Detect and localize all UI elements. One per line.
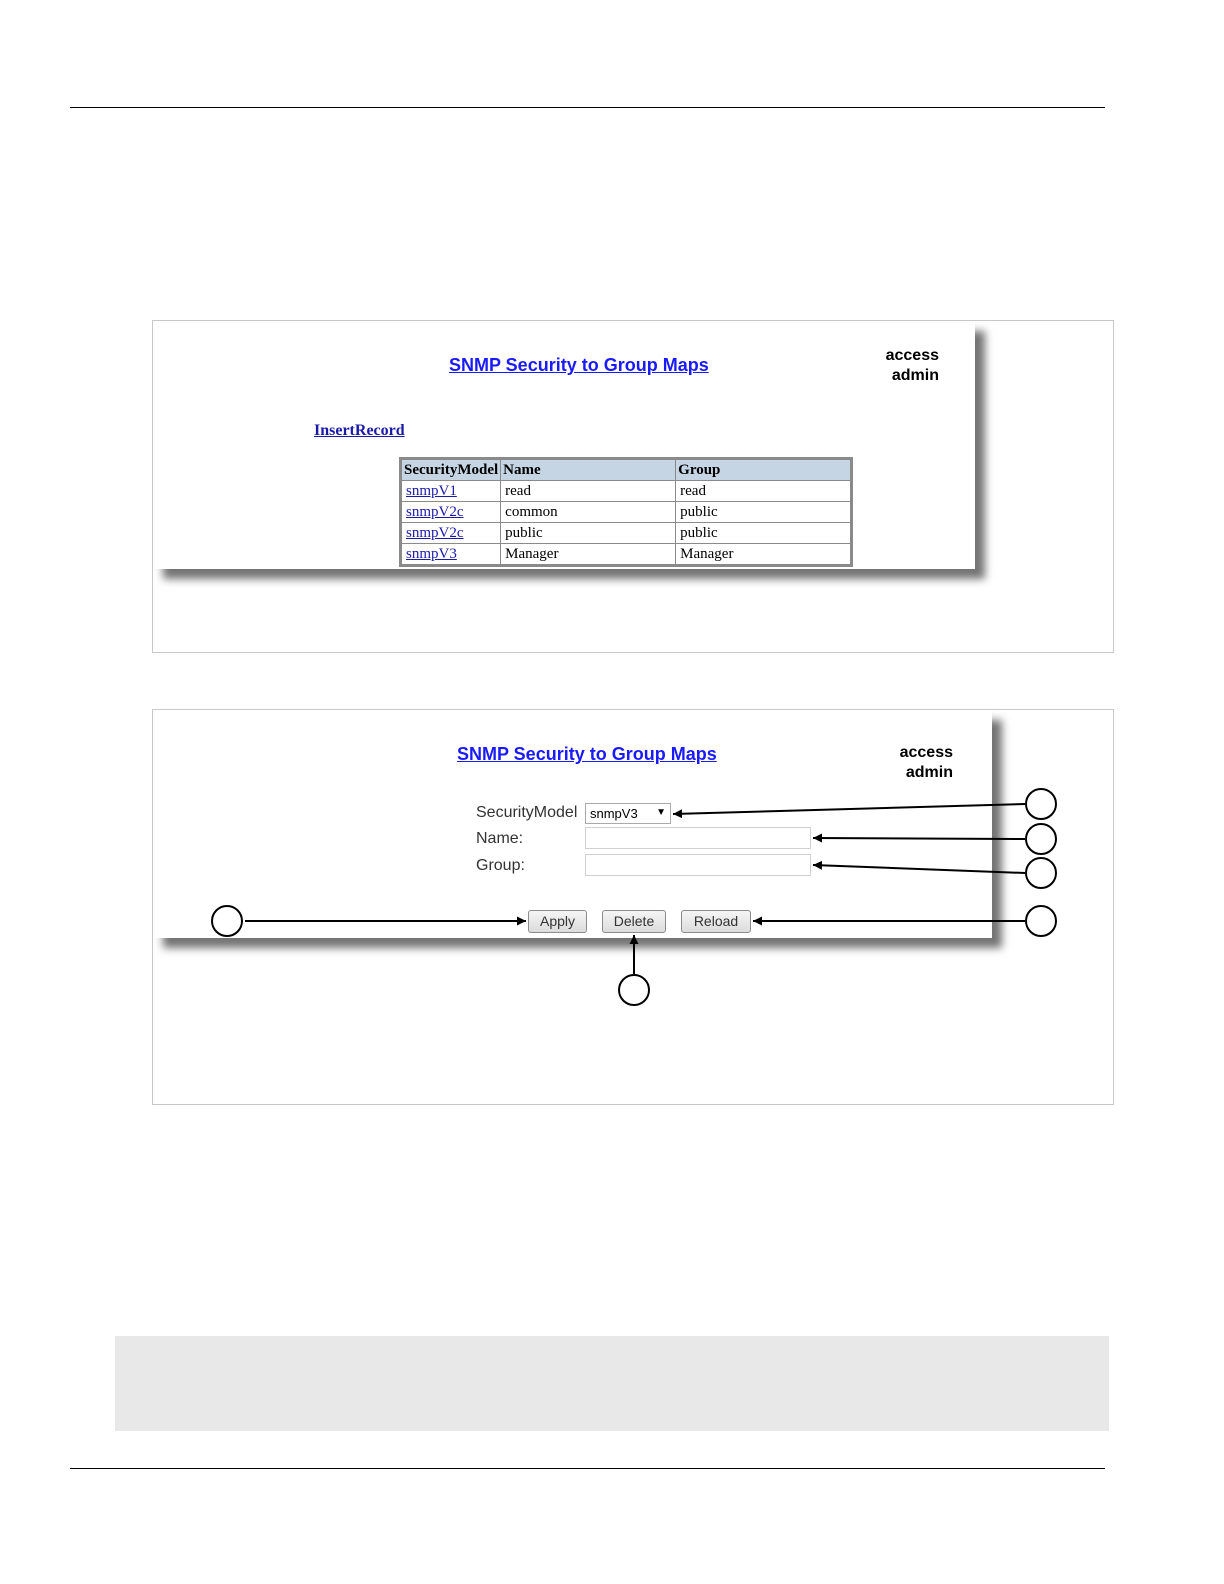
cell-group: read (676, 481, 850, 501)
securitymodel-select-value: snmpV3 (590, 806, 638, 821)
callout-circle-3 (1025, 857, 1057, 889)
callout-circle-6 (618, 974, 650, 1006)
page-title[interactable]: SNMP Security to Group Maps (449, 355, 709, 375)
reload-button[interactable]: Reload (681, 910, 751, 933)
header-rule (70, 107, 1105, 108)
access-label: access (885, 347, 939, 364)
access-label: access (899, 744, 953, 761)
table-row (402, 544, 850, 564)
column-header-securitymodel: SecurityModel (402, 460, 500, 480)
footer-rule (70, 1468, 1105, 1469)
callout-circle-2 (1025, 823, 1057, 855)
name-label: Name: (476, 830, 524, 847)
securitymodel-link[interactable]: snmpV3 (406, 545, 457, 562)
callout-arrows (153, 710, 1113, 1104)
security-group-table (399, 457, 853, 567)
cell-securitymodel (402, 544, 500, 564)
callout-circle-5 (211, 905, 243, 937)
table-row (402, 481, 850, 501)
cell-name: common (501, 502, 675, 522)
table-header-row (402, 460, 850, 480)
cell-group: public (676, 502, 850, 522)
callout-line-name (813, 838, 1025, 839)
cell-securitymodel (402, 481, 500, 501)
cell-securitymodel (402, 502, 500, 522)
callout-circle-1 (1025, 788, 1057, 820)
table-row (402, 523, 850, 543)
securitymodel-link[interactable]: snmpV2c (406, 524, 464, 541)
figure-security-group-form (152, 709, 1114, 1105)
access-value: admin (905, 764, 953, 781)
delete-button[interactable]: Delete (602, 910, 666, 933)
cell-name: Manager (501, 544, 675, 564)
callout-line-group (813, 865, 1025, 873)
page-title[interactable]: SNMP Security to Group Maps (457, 744, 717, 764)
access-value: admin (891, 367, 939, 384)
cell-group: public (676, 523, 850, 543)
access-info (873, 346, 939, 386)
cell-name: read (501, 481, 675, 501)
column-header-name: Name (501, 460, 675, 480)
securitymodel-link[interactable]: snmpV2c (406, 503, 464, 520)
table-row (402, 502, 850, 522)
chevron-down-icon: ▼ (656, 807, 666, 818)
cell-group: Manager (676, 544, 850, 564)
figure-security-group-table (152, 320, 1114, 653)
callout-line-securitymodel (673, 804, 1025, 814)
group-label: Group: (476, 857, 525, 874)
note-box (115, 1336, 1109, 1431)
securitymodel-label: SecurityModel (476, 804, 578, 821)
cell-securitymodel (402, 523, 500, 543)
column-header-group: Group (676, 460, 850, 480)
insert-record-link[interactable]: InsertRecord (314, 422, 405, 439)
apply-button[interactable]: Apply (528, 910, 587, 933)
callout-circle-4 (1025, 905, 1057, 937)
securitymodel-link[interactable]: snmpV1 (406, 482, 457, 499)
cell-name: public (501, 523, 675, 543)
